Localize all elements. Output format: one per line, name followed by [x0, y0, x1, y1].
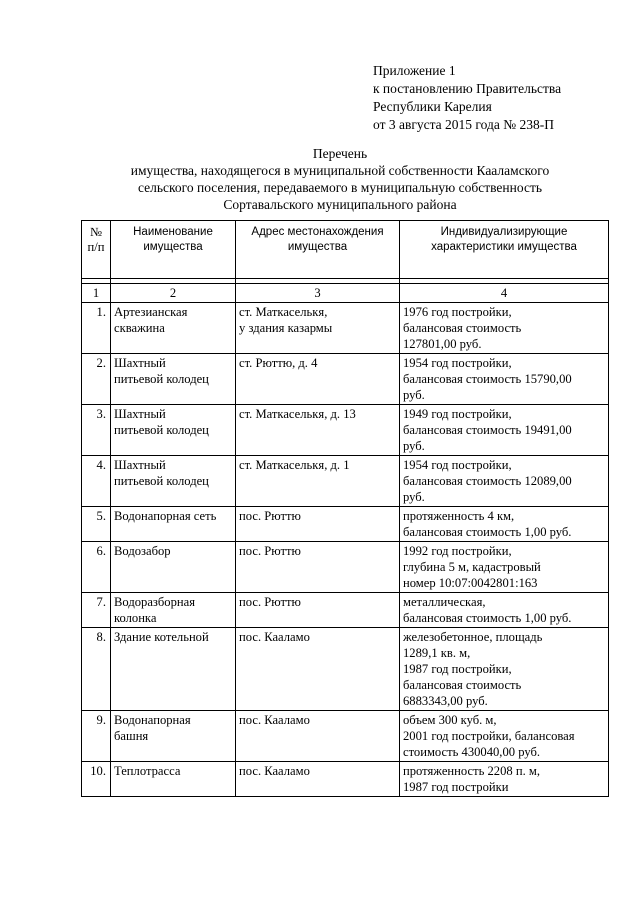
property-name-line: питьевой колодец	[114, 423, 209, 437]
property-details-line: руб.	[403, 439, 425, 453]
property-details-line: балансовая стоимость 19491,00	[403, 423, 572, 437]
property-details-line: железобетонное, площадь	[403, 630, 543, 644]
property-address	[236, 456, 400, 507]
table-row	[82, 354, 609, 405]
property-name-line: Шахтный	[114, 356, 166, 370]
header-number: № п/п	[82, 221, 111, 279]
row-number: 1.	[82, 303, 111, 354]
row-number: 3.	[82, 405, 111, 456]
property-details-line: 1949 год постройки,	[403, 407, 512, 421]
title-line: Перечень	[312, 146, 368, 161]
table-row	[82, 542, 609, 593]
property-name-line: Водоразборная	[114, 595, 196, 609]
column-number: 1	[82, 284, 111, 303]
property-details-line: протяженность 4 км,	[403, 509, 515, 523]
table-row	[82, 762, 609, 797]
property-address	[236, 593, 400, 628]
property-name-line: Шахтный	[114, 407, 166, 421]
table-row	[82, 507, 609, 542]
property-details-line: 127801,00 руб.	[403, 337, 482, 351]
annex-line: от 3 августа 2015 года № 238-П	[373, 117, 554, 132]
property-details-line: 1987 год постройки	[403, 780, 509, 794]
property-details	[400, 405, 609, 456]
property-name-line: Водонапорная сеть	[114, 509, 217, 523]
table-row	[82, 628, 609, 711]
table-header-row	[82, 221, 609, 279]
document-title	[60, 145, 620, 213]
property-address	[236, 405, 400, 456]
property-details-line: балансовая стоимость	[403, 321, 522, 335]
property-name	[111, 593, 236, 628]
property-address-line: пос. Рюттю	[239, 544, 301, 558]
property-name-line: Артезианская	[114, 305, 188, 319]
property-name-line: башня	[114, 729, 149, 743]
property-details	[400, 507, 609, 542]
property-details-line: номер 10:07:0042801:163	[403, 576, 538, 590]
property-name	[111, 762, 236, 797]
property-name-line: Водонапорная	[114, 713, 191, 727]
title-line: сельского поселения, передаваемого в муниципальную собственность	[138, 180, 542, 195]
property-name-line: колонка	[114, 611, 157, 625]
property-name-line: Теплотрасса	[114, 764, 181, 778]
property-details-line: объем 300 куб. м,	[403, 713, 497, 727]
property-details-line: 2001 год постройки, балансовая	[403, 729, 575, 743]
property-address	[236, 711, 400, 762]
property-details-line: 1289,1 кв. м,	[403, 646, 471, 660]
property-name-line: питьевой колодец	[114, 474, 209, 488]
property-address-line: пос. Кааламо	[239, 630, 310, 644]
property-details	[400, 762, 609, 797]
property-name-line: Шахтный	[114, 458, 166, 472]
property-details-line: 6883343,00 руб.	[403, 694, 488, 708]
property-address	[236, 542, 400, 593]
property-name	[111, 507, 236, 542]
property-table	[81, 220, 609, 797]
property-address	[236, 628, 400, 711]
column-number: 3	[236, 284, 400, 303]
property-details-line: руб.	[403, 490, 425, 504]
property-address-line: пос. Рюттю	[239, 509, 301, 523]
property-details	[400, 354, 609, 405]
column-number: 2	[111, 284, 236, 303]
property-name	[111, 303, 236, 354]
property-address-line: ст. Маткаселькя,	[239, 305, 328, 319]
property-name-line: Здание котельной	[114, 630, 209, 644]
row-number: 8.	[82, 628, 111, 711]
property-address	[236, 354, 400, 405]
table-row	[82, 456, 609, 507]
property-name	[111, 456, 236, 507]
header-name: Наименование имущества	[111, 221, 236, 279]
property-details-line: балансовая стоимость	[403, 678, 522, 692]
property-details	[400, 303, 609, 354]
row-number: 2.	[82, 354, 111, 405]
property-details-line: 1987 год постройки,	[403, 662, 512, 676]
property-details-line: балансовая стоимость 12089,00	[403, 474, 572, 488]
property-details-line: 1954 год постройки,	[403, 458, 512, 472]
property-address	[236, 762, 400, 797]
header-details: Индивидуализирующие характеристики имущества	[400, 221, 609, 279]
row-number: 6.	[82, 542, 111, 593]
annex-block	[373, 62, 628, 134]
property-details-line: балансовая стоимость 1,00 руб.	[403, 611, 572, 625]
property-details-line: руб.	[403, 388, 425, 402]
row-number: 10.	[82, 762, 111, 797]
property-details	[400, 711, 609, 762]
row-number: 5.	[82, 507, 111, 542]
row-number: 7.	[82, 593, 111, 628]
property-name	[111, 405, 236, 456]
property-address-line: ст. Маткаселькя, д. 1	[239, 458, 350, 472]
annex-line: Приложение 1	[373, 63, 456, 78]
table-row	[82, 303, 609, 354]
property-address-line: у здания казармы	[239, 321, 333, 335]
property-address-line: пос. Кааламо	[239, 764, 310, 778]
property-name	[111, 542, 236, 593]
property-details-line: 1954 год постройки,	[403, 356, 512, 370]
property-details	[400, 593, 609, 628]
property-details-line: глубина 5 м, кадастровый	[403, 560, 541, 574]
property-address-line: пос. Рюттю	[239, 595, 301, 609]
property-address-line: ст. Рюттю, д. 4	[239, 356, 318, 370]
title-line: имущества, находящегося в муниципальной собственности Кааламского	[130, 163, 550, 178]
header-address: Адрес местонахождения имущества	[236, 221, 400, 279]
table-row	[82, 593, 609, 628]
property-details-line: металлическая,	[403, 595, 486, 609]
property-name	[111, 711, 236, 762]
property-details	[400, 542, 609, 593]
row-number: 9.	[82, 711, 111, 762]
column-number-row	[82, 284, 609, 303]
property-address	[236, 303, 400, 354]
property-name-line: питьевой колодец	[114, 372, 209, 386]
table-row	[82, 405, 609, 456]
property-address	[236, 507, 400, 542]
property-name-line: скважина	[114, 321, 165, 335]
property-details-line: 1992 год постройки,	[403, 544, 512, 558]
property-name-line: Водозабор	[114, 544, 171, 558]
annex-line: Республики Карелия	[373, 99, 492, 114]
column-number: 4	[400, 284, 609, 303]
property-address-line: ст. Маткаселькя, д. 13	[239, 407, 356, 421]
property-details	[400, 628, 609, 711]
property-details-line: стоимость 430040,00 руб.	[403, 745, 541, 759]
property-details-line: протяженность 2208 п. м,	[403, 764, 540, 778]
property-address-line: пос. Кааламо	[239, 713, 310, 727]
title-line: Сортавальского муниципального района	[223, 197, 457, 212]
row-number: 4.	[82, 456, 111, 507]
property-details-line: балансовая стоимость 1,00 руб.	[403, 525, 572, 539]
table-row	[82, 711, 609, 762]
property-name	[111, 354, 236, 405]
annex-line: к постановлению Правительства	[373, 81, 562, 96]
table-body	[82, 303, 609, 797]
property-details-line: балансовая стоимость 15790,00	[403, 372, 572, 386]
property-details-line: 1976 год постройки,	[403, 305, 512, 319]
property-name	[111, 628, 236, 711]
property-details	[400, 456, 609, 507]
